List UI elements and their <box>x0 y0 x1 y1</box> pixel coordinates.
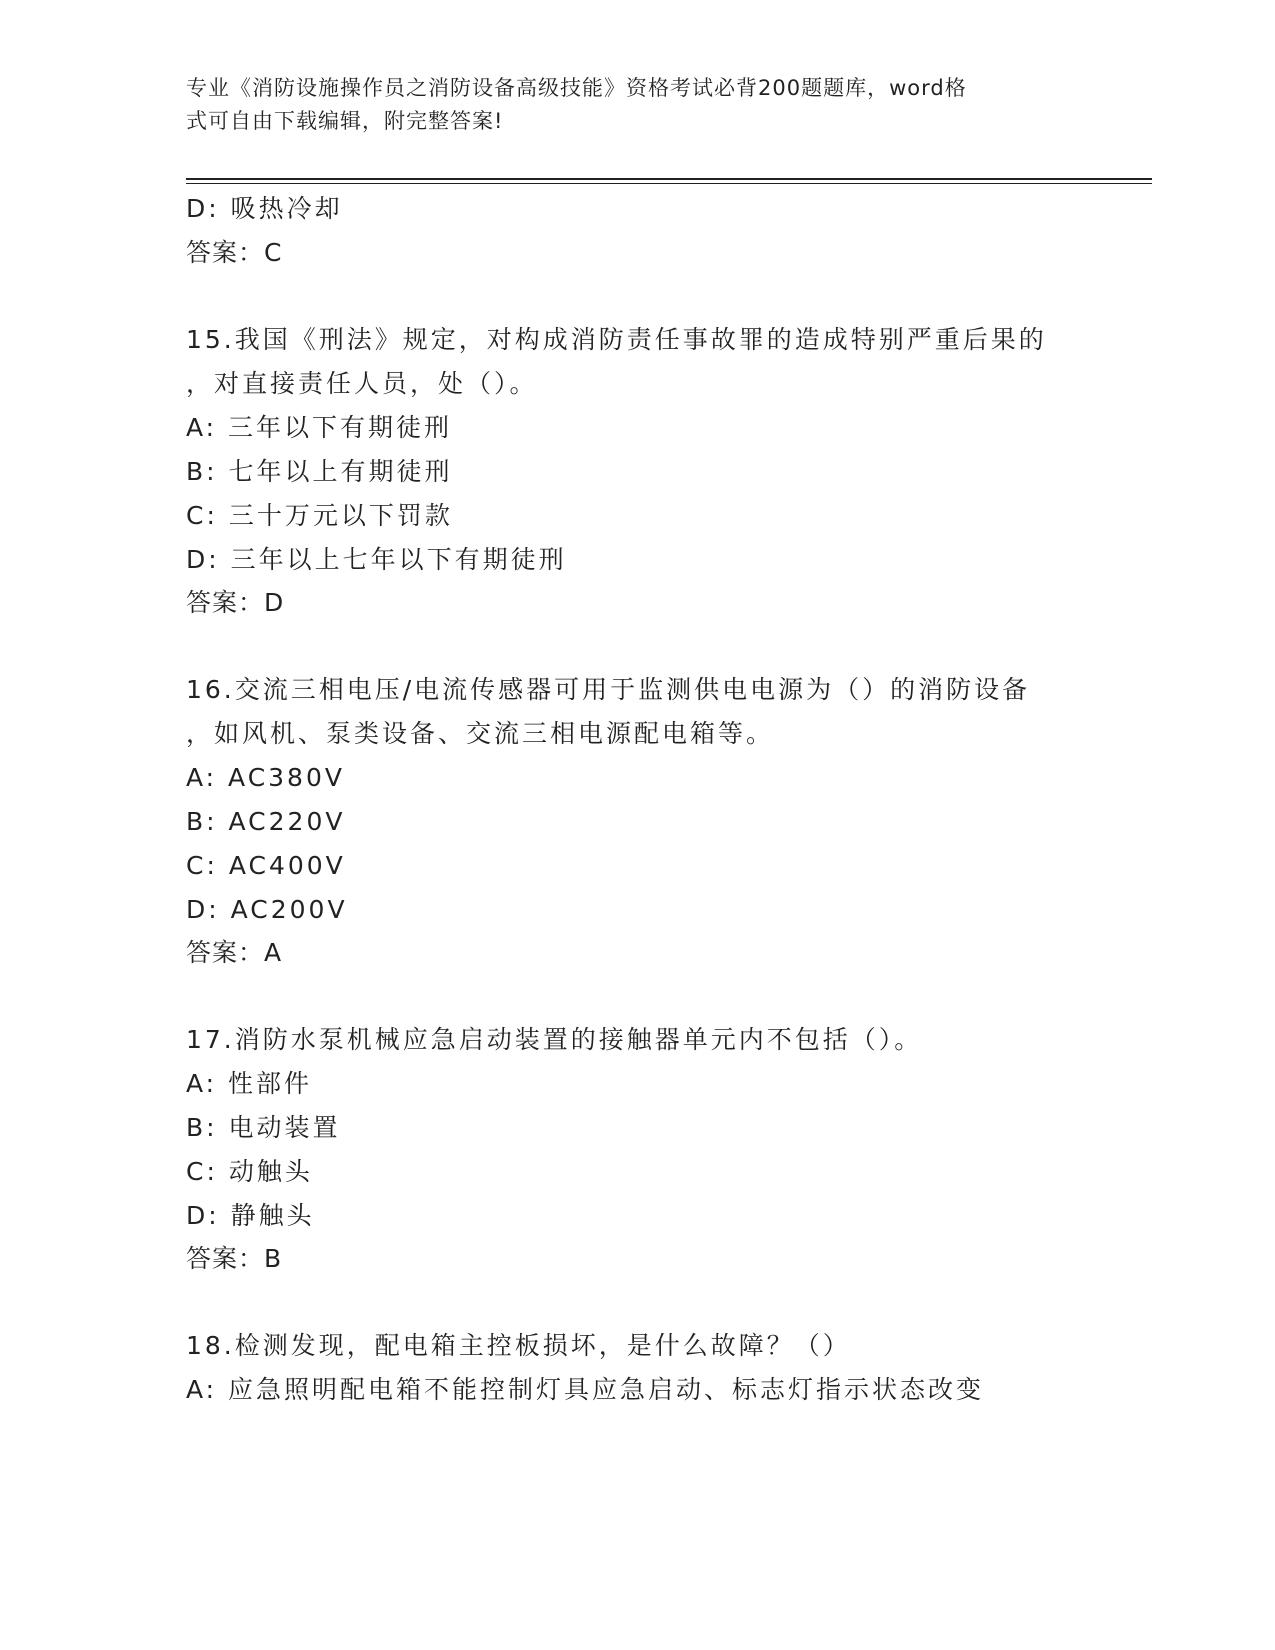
q16-option-c: C: AC400V <box>186 851 346 880</box>
q16-answer: 答案：A <box>186 938 283 967</box>
q18-stem-line-1: 18.检测发现，配电箱主控板损坏，是什么故障？（） <box>186 1331 851 1360</box>
q17-option-d: D: 静触头 <box>186 1201 315 1230</box>
q15-option-a: A: 三年以下有期徒刑 <box>186 413 453 442</box>
q17-answer: 答案：B <box>186 1244 283 1273</box>
q17-option-c: C: 动触头 <box>186 1157 313 1186</box>
header-rule-thin <box>186 183 1152 184</box>
q16-option-b: B: AC220V <box>186 807 346 836</box>
q15-stem-line-2: ，对直接责任人员，处（）。 <box>186 369 538 398</box>
q15-answer: 答案：D <box>186 588 285 617</box>
prev-answer: 答案：C <box>186 238 283 267</box>
q15-option-c: C: 三十万元以下罚款 <box>186 501 453 530</box>
q16-stem-line-1: 16.交流三相电压/电流传感器可用于监测供电电源为（）的消防设备 <box>186 675 1031 704</box>
header-line-2: 式可自由下载编辑，附完整答案! <box>186 109 504 133</box>
q15-option-b: B: 七年以上有期徒刑 <box>186 457 453 486</box>
q17-option-a: A: 性部件 <box>186 1069 313 1098</box>
q16-option-a: A: AC380V <box>186 763 345 792</box>
prev-option-d: D: 吸热冷却 <box>186 194 343 223</box>
header-line-1: 专业《消防设施操作员之消防设备高级技能》资格考试必背200题题库，word格 <box>186 76 967 100</box>
q15-option-d: D: 三年以上七年以下有期徒刑 <box>186 545 567 574</box>
q15-stem-line-1: 15.我国《刑法》规定，对构成消防责任事故罪的造成特别严重后果的 <box>186 325 1047 354</box>
q16-stem-line-2: ，如风机、泵类设备、交流三相电源配电箱等。 <box>186 719 775 748</box>
q17-option-b: B: 电动装置 <box>186 1113 341 1142</box>
document-header <box>186 72 1066 138</box>
q16-option-d: D: AC200V <box>186 895 348 924</box>
q18-option-a: A: 应急照明配电箱不能控制灯具应急启动、标志灯指示状态改变 <box>186 1375 985 1404</box>
q17-stem-line-1: 17.消防水泵机械应急启动装置的接触器单元内不包括（）。 <box>186 1025 923 1054</box>
header-rule-thick <box>186 178 1152 180</box>
